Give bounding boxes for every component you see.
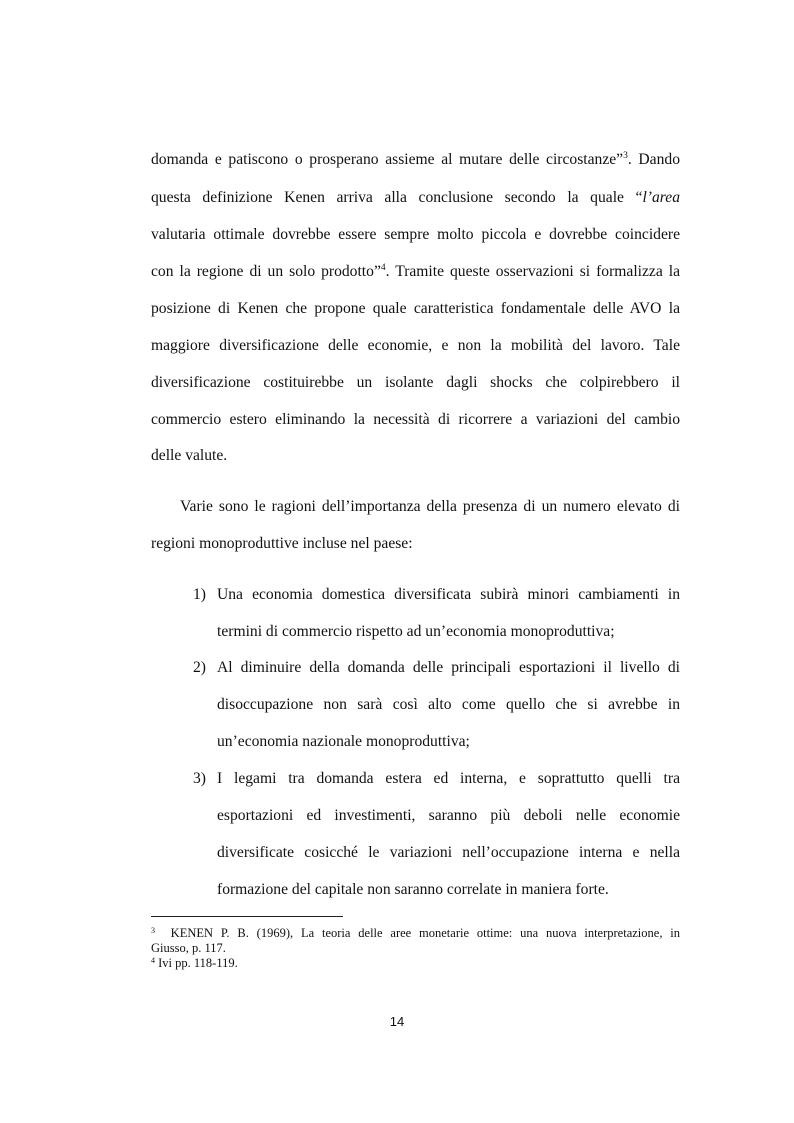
paragraph-line: diversificazione costituirebbe un isolante dagli shocks che colpirebbero il [151,374,680,391]
list-item-line: un’economia nazionale monoproduttiva; [217,733,470,750]
list-item-line: Una economia domestica diversificata subirà minori cambiamenti in [217,586,680,603]
list-item-line: diversificate cosicché le variazioni nell’occupazione interna e nella [217,844,680,861]
paragraph-line: domanda e patiscono o prosperano assieme al mutare delle circostanze”$^3$. Dando [151,151,680,168]
paragraph-line: posizione di Kenen che propone quale caratteristica fondamentale delle AVO la [151,300,680,317]
footnote-ref-4[interactable]: 4 [380,263,386,273]
paragraph-line: Varie sono le ragioni dell’importanza della presenza di un numero elevato di [180,498,680,515]
list-item-line: disoccupazione non sarà così alto come quello che si avrebbe in [217,696,680,713]
list-number: 3) [193,770,206,787]
italic-phrase: l’area [642,189,680,206]
paragraph-line: valutaria ottimale dovrebbe essere sempre molto piccola e dovrebbe coincidere [151,226,680,243]
list-item-line: I legami tra domanda estera ed interna, e soprattutto quelli tra [217,770,680,787]
footnote-separator [151,916,343,917]
list-item-line: formazione del capitale non saranno correlate in maniera forte. [217,881,609,898]
list-item-line: Al diminuire della domanda delle principali esportazioni il livello di [217,659,680,676]
paragraph-line: con la regione di un solo prodotto”$^4$. Tramite queste osservazioni si formalizza la [151,263,680,280]
footnote-3: $^3$ KENEN P. B. (1969), La teoria delle aree monetarie ottime: una nuova interpretazione, in [151,926,681,940]
paragraph-line: commercio estero eliminando la necessità di ricorrere a variazioni del cambio [151,411,680,428]
list-number: 2) [193,659,206,676]
paragraph-line: maggiore diversificazione delle economie, e non la mobilità del lavoro. Tale [151,337,680,354]
paragraph-line: regioni monoproduttive incluse nel paese: [151,535,413,552]
footnote-ref-3[interactable]: 3 [623,151,628,161]
list-number: 1) [193,586,206,603]
list-item-line: termini di commercio rispetto ad un’economia monoproduttiva; [217,623,615,640]
paragraph-line: delle valute. [151,447,228,464]
page-number: 14 [389,1014,405,1029]
list-item-line: esportazioni ed investimenti, saranno più deboli nelle economie [217,807,680,824]
footnote-3-continuation: Giusso, p. 117. [151,941,226,955]
paragraph-line: questa definizione Kenen arriva alla conclusione secondo la quale “l’area [151,189,680,206]
footnote-4: $^4$ Ivi pp. 118-119. [151,956,238,970]
